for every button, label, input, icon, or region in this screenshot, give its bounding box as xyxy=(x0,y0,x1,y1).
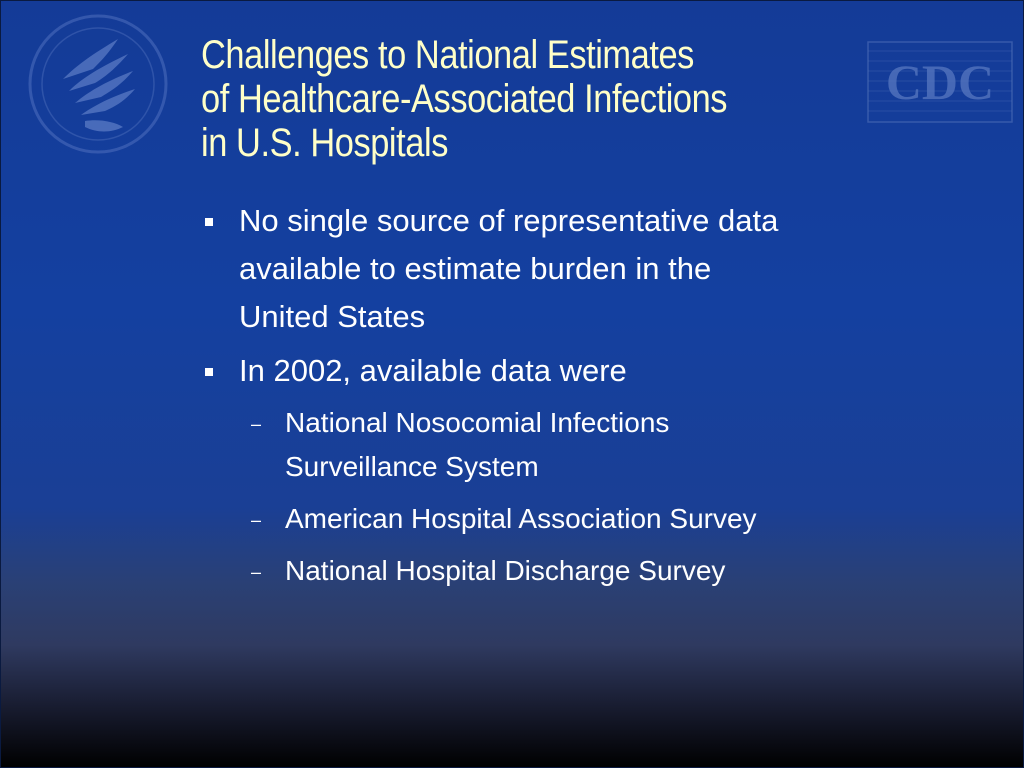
bullet-line: available to estimate burden in the xyxy=(239,251,712,286)
sub-bullet-line: American Hospital Association Survey xyxy=(285,503,757,534)
square-bullet-icon xyxy=(205,368,213,376)
title-line: in U.S. Hospitals xyxy=(201,121,448,165)
slide-title xyxy=(201,33,769,165)
bullet-item xyxy=(201,347,981,395)
bullet-line: In 2002, available data were xyxy=(239,353,627,388)
dash-bullet-icon: – xyxy=(251,510,262,530)
dash-bullet-icon: – xyxy=(251,562,262,582)
cdc-logo xyxy=(867,41,1013,123)
hhs-eagle-icon xyxy=(23,9,173,159)
sub-bullet-item xyxy=(201,401,981,489)
slide-body xyxy=(201,197,981,601)
sub-bullet-item xyxy=(201,549,981,593)
dash-bullet-icon: – xyxy=(251,414,262,434)
bullet-line: No single source of representative data xyxy=(239,203,779,238)
square-bullet-icon xyxy=(205,218,213,226)
bullet-line: United States xyxy=(239,299,426,334)
sub-bullet-line: National Nosocomial Infections xyxy=(285,407,670,438)
sub-bullet-line: Surveillance System xyxy=(285,451,539,482)
sub-bullet-line: National Hospital Discharge Survey xyxy=(285,555,726,586)
bullet-item xyxy=(201,197,981,341)
cdc-logo-text: CDC xyxy=(885,54,995,110)
sub-bullet-item xyxy=(201,497,981,541)
title-line: of Healthcare-Associated Infections xyxy=(201,77,728,121)
title-line: Challenges to National Estimates xyxy=(201,33,694,77)
